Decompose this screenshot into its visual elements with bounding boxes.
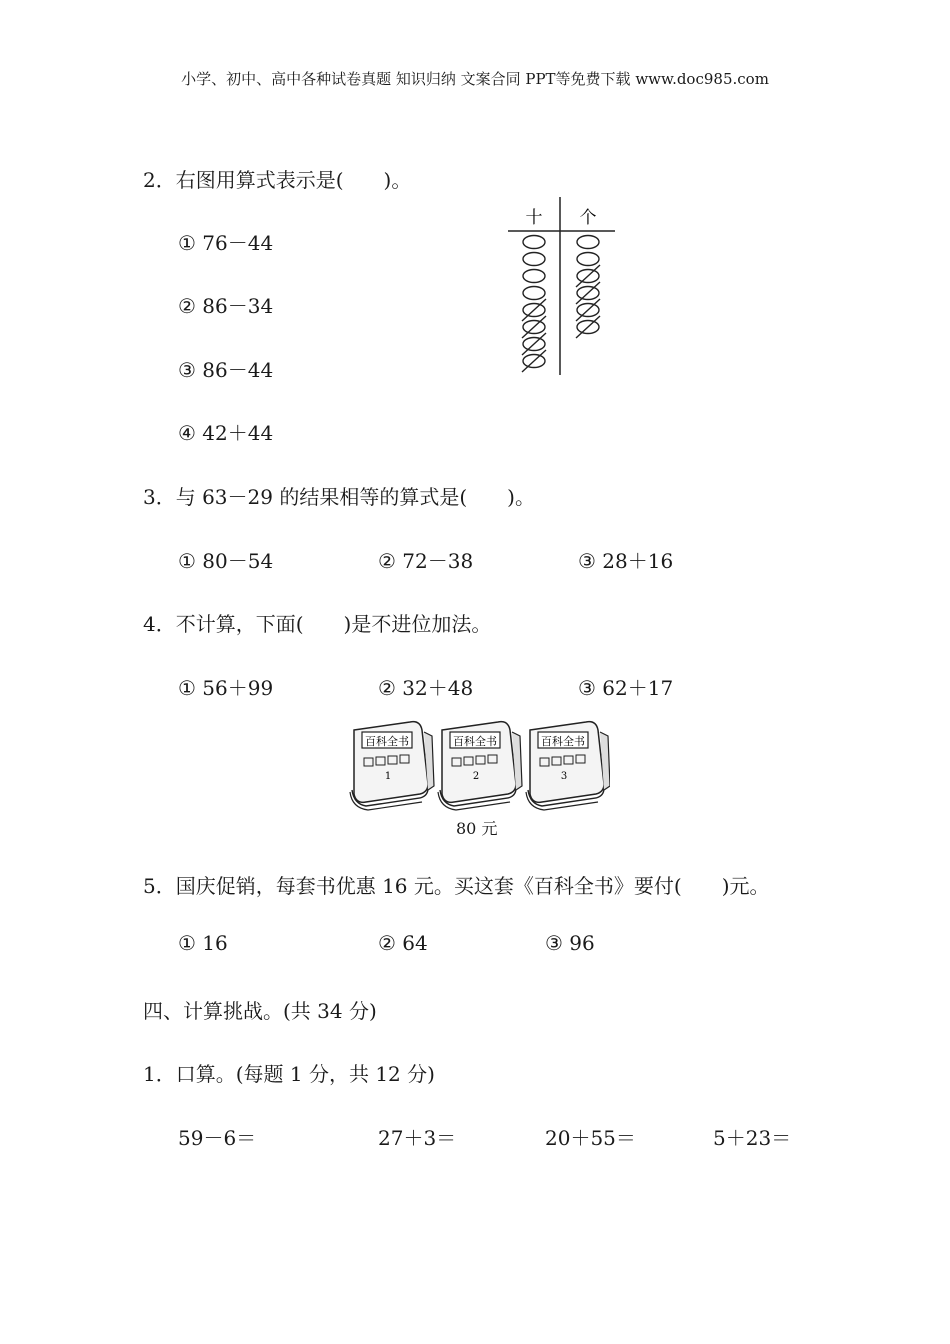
- q3-option-1: ① 80－54: [178, 549, 274, 573]
- q4-option-1: ① 56＋99: [178, 676, 274, 700]
- question-4-stem: 4．不计算，下面( )是不进位加法。: [143, 612, 492, 636]
- calc-item-1: 59－6＝: [178, 1126, 257, 1150]
- tens-bead-strike: [522, 333, 546, 355]
- section-4-title: 四、计算挑战。(共 34 分): [143, 999, 377, 1023]
- tens-bead: [523, 253, 545, 266]
- book-volume-number: 3: [560, 771, 568, 782]
- tens-bead-strike: [522, 316, 546, 338]
- q5-option-1: ① 16: [178, 931, 228, 955]
- page-header: 小学、初中、高中各种试卷真题 知识归纳 文案合同 PPT等免费下载 www.doc985.com: [181, 70, 769, 88]
- subquestion-1-stem: 1．口算。(每题 1 分，共 12 分): [143, 1062, 435, 1086]
- q3-option-3: ③ 28＋16: [578, 549, 674, 573]
- q4-option-3: ③ 62＋17: [578, 676, 674, 700]
- ones-beads: [576, 236, 600, 339]
- tens-bead: [523, 270, 545, 283]
- ones-bead-strike: [576, 299, 600, 321]
- tens-bead-strike: [522, 350, 546, 372]
- tens-bead-strike: [522, 299, 546, 321]
- question-2-stem: 2．右图用算式表示是( )。: [143, 168, 412, 192]
- tens-beads: [522, 236, 546, 373]
- q5-option-2: ② 64: [378, 931, 428, 955]
- ones-bead: [577, 253, 599, 266]
- encyclopedia-books-illustration: [340, 718, 610, 813]
- calc-item-4: 5＋23＝: [713, 1126, 792, 1150]
- book-title: 百科全书: [453, 735, 497, 748]
- book-title: 百科全书: [365, 735, 409, 748]
- books-price: 80 元: [456, 819, 498, 838]
- tens-label: 十: [525, 208, 543, 228]
- question-3-stem: 3．与 63－29 的结果相等的算式是( )。: [143, 485, 535, 509]
- q2-option-3: ③ 86－44: [178, 358, 274, 382]
- q2-option-2: ② 86－34: [178, 294, 274, 318]
- q2-option-1: ① 76－44: [178, 231, 274, 255]
- ones-bead-strike: [576, 316, 600, 338]
- tens-bead: [523, 287, 545, 300]
- calc-item-2: 27＋3＝: [378, 1126, 457, 1150]
- ones-bead: [577, 236, 599, 249]
- ones-bead-strike: [576, 265, 600, 287]
- ones-bead-strike: [576, 282, 600, 304]
- book-volume: [526, 722, 610, 810]
- book-title: 百科全书: [541, 735, 585, 748]
- book-volume: [438, 722, 522, 810]
- place-value-chart: [500, 195, 625, 380]
- q2-option-4: ④ 42＋44: [178, 421, 274, 445]
- ones-label: 个: [579, 208, 597, 228]
- book-volume-number: 1: [384, 771, 392, 782]
- calc-item-3: 20＋55＝: [545, 1126, 636, 1150]
- book-volume: [350, 722, 434, 810]
- question-5-stem: 5．国庆促销，每套书优惠 16 元。买这套《百科全书》要付( )元。: [143, 874, 770, 898]
- q4-option-2: ② 32＋48: [378, 676, 474, 700]
- q3-option-2: ② 72－38: [378, 549, 474, 573]
- book-volume-number: 2: [472, 771, 480, 782]
- q5-option-3: ③ 96: [545, 931, 595, 955]
- tens-bead: [523, 236, 545, 249]
